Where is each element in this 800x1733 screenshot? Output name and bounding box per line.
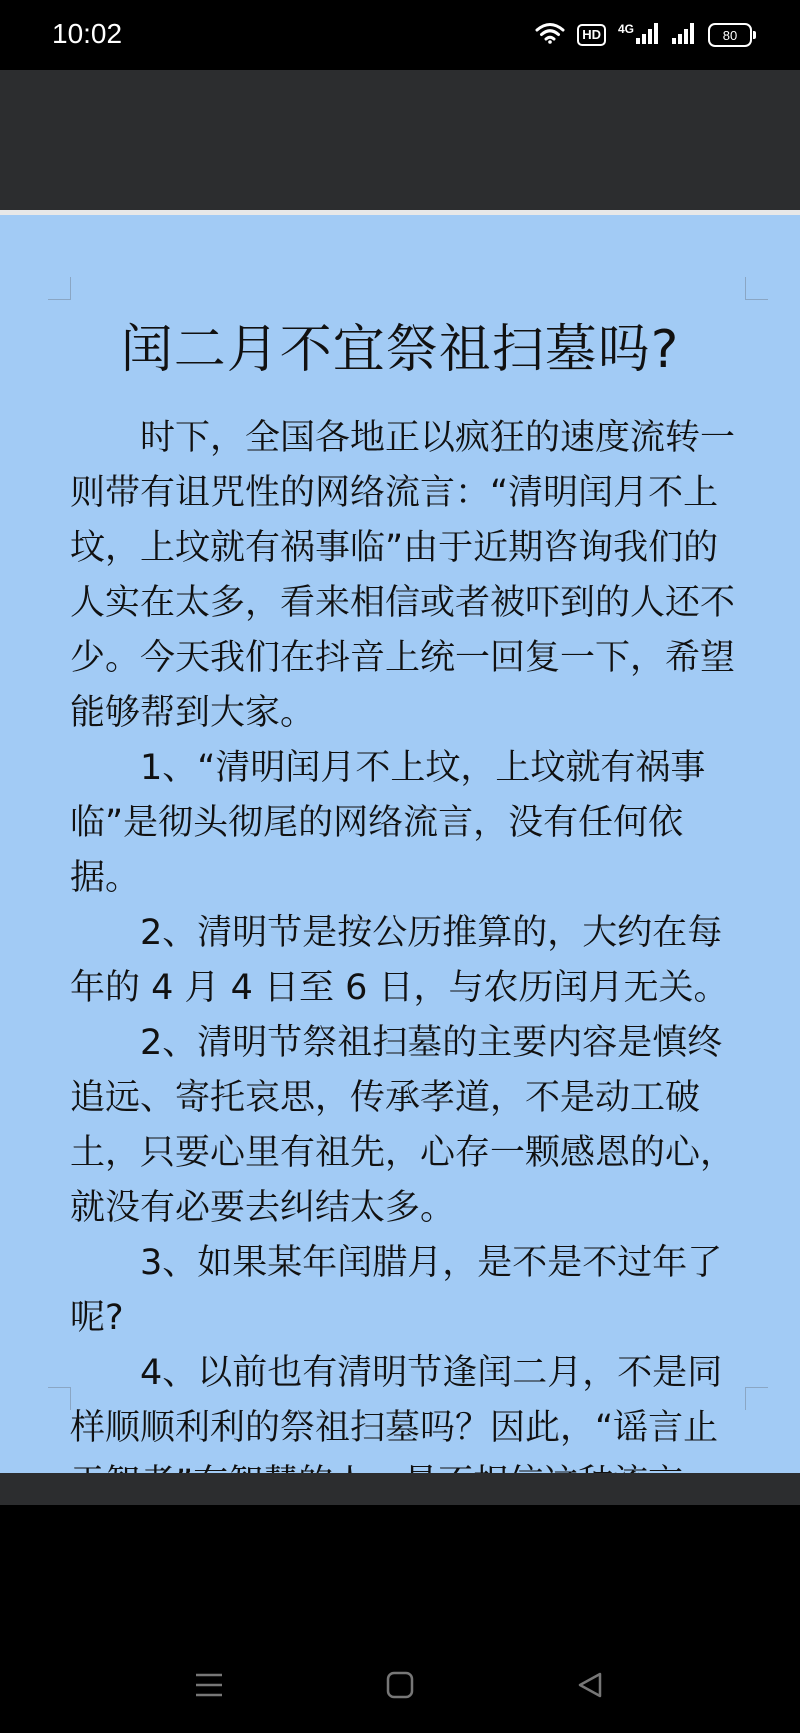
margin-corner-mark: [745, 277, 768, 300]
paragraph: 2、清明节祭祖扫墓的主要内容是慎终追远、寄托哀思，传承孝道，不是动工破土，只要心里有祖先，心存一颗感恩的心，就没有必要去纠结太多。: [70, 1023, 736, 1228]
signal-icon-secondary: [672, 22, 696, 48]
signal-icon: [636, 22, 660, 48]
document-page: [0, 215, 800, 1473]
battery-icon: 80: [708, 23, 752, 47]
viewer-bottom-band: [0, 1473, 800, 1505]
home-icon[interactable]: [380, 1665, 420, 1705]
paragraph: 2、清明节是按公历推算的，大约在每年的 4 月 4 日至 6 日，与农历闰月无关。: [70, 913, 729, 1008]
navigation-bar: [0, 1505, 800, 1733]
paragraph: 时下，全国各地正以疯狂的速度流转一则带有诅咒性的网络流言：“清明闰月不上坟，上坟就有祸事临”由于近期咨询我们的人实在太多，看来相信或者被吓到的人还不少。今天我们在抖音上统一回复一下，希望能够帮到大家。: [70, 418, 736, 733]
status-icons: [535, 20, 752, 50]
paragraph: 1、“清明闰月不上坟，上坟就有祸事临”是彻头彻尾的网络流言，没有任何依据。: [70, 748, 706, 898]
wifi-icon: [535, 22, 565, 48]
status-time: 10:02: [52, 18, 123, 49]
paragraph: 4、以前也有清明节逢闰二月，不是同样顺顺利利的祭祖扫墓吗？因此，“谣言止: [70, 1353, 723, 1448]
document-body: [70, 411, 750, 1566]
hd-badge: HD: [577, 24, 606, 46]
menu-icon[interactable]: [189, 1665, 229, 1705]
status-bar: [0, 0, 800, 70]
paragraph: 3、如果某年闰腊月，是不是不过年了呢?: [70, 1243, 723, 1338]
network-type-label: 4G: [617, 22, 634, 36]
document-title: 闰二月不宜祭祖扫墓吗?: [120, 320, 680, 380]
viewer-top-band: [0, 70, 800, 210]
margin-corner-mark: [48, 277, 71, 300]
back-icon[interactable]: [570, 1665, 610, 1705]
margin-corner-mark: [48, 1387, 71, 1410]
